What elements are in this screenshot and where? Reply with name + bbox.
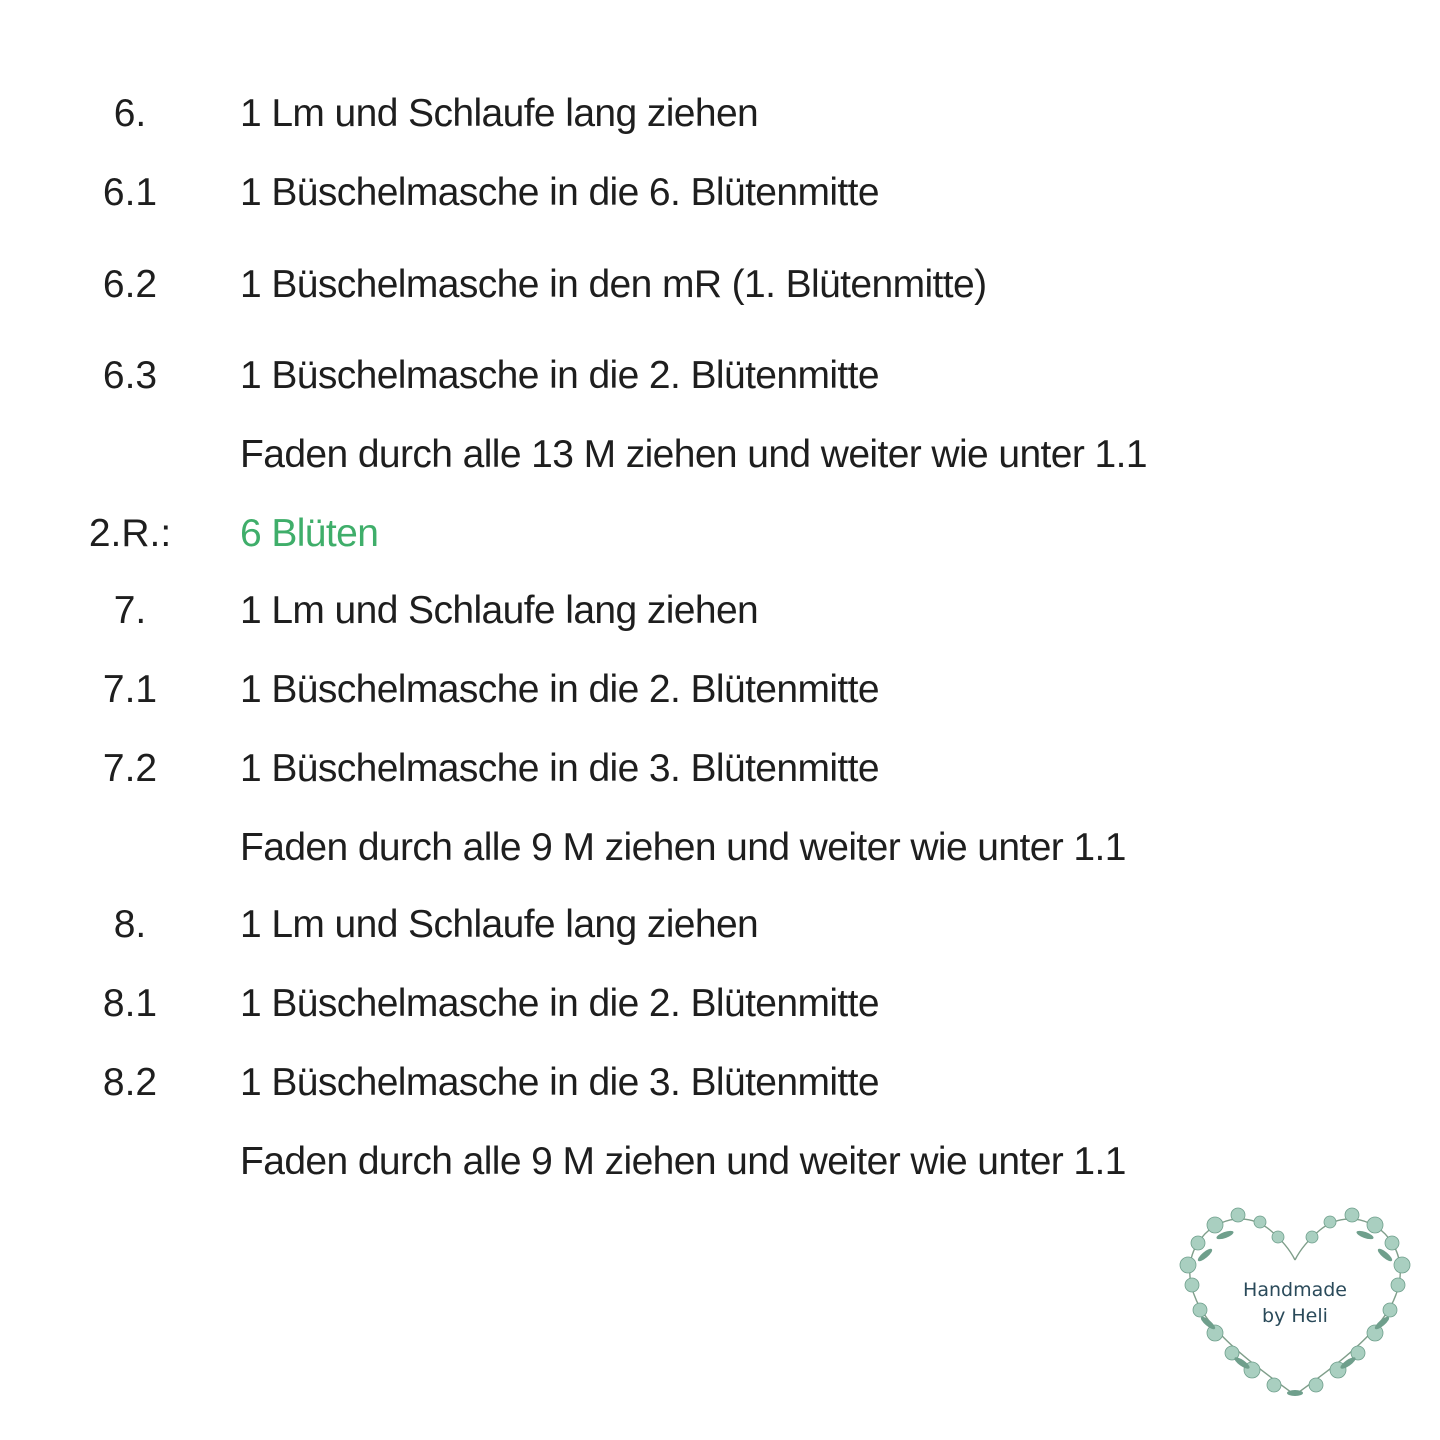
step-text: 1 Büschelmasche in die 2. Blütenmitte <box>240 354 879 397</box>
step-row <box>0 739 1440 799</box>
step-text: 1 Büschelmasche in die 2. Blütenmitte <box>240 982 879 1025</box>
step-number: 8.2 <box>102 1061 158 1104</box>
step-row <box>0 895 1440 955</box>
step-row <box>0 818 1440 878</box>
step-number: 6.1 <box>102 171 158 214</box>
step-number: 8.1 <box>102 982 158 1025</box>
step-row <box>0 346 1440 406</box>
step-row <box>0 255 1440 315</box>
step-text: 1 Büschelmasche in die 3. Blütenmitte <box>240 747 879 790</box>
step-number: 7.1 <box>102 668 158 711</box>
step-number: 6. <box>113 92 147 135</box>
step-text: Faden durch alle 13 M ziehen und weiter wie unter 1.1 <box>240 433 1147 476</box>
round-heading-row <box>0 504 1440 564</box>
step-number: 7.2 <box>102 747 158 790</box>
step-row <box>0 974 1440 1034</box>
round-heading: 6 Blüten <box>240 512 379 555</box>
logo-line-2: by Heli <box>1262 1305 1328 1327</box>
step-row <box>0 163 1440 223</box>
round-label: 2.R.: <box>88 512 172 555</box>
step-text: 1 Büschelmasche in den mR (1. Blütenmitte) <box>240 263 987 306</box>
step-text: 1 Büschelmasche in die 2. Blütenmitte <box>240 668 879 711</box>
step-number: 6.2 <box>102 263 158 306</box>
step-text: 1 Lm und Schlaufe lang ziehen <box>240 589 759 632</box>
step-text: 1 Lm und Schlaufe lang ziehen <box>240 903 759 946</box>
step-text: Faden durch alle 9 M ziehen und weiter wie unter 1.1 <box>240 1140 1126 1183</box>
step-number: 7. <box>113 589 147 632</box>
step-text: 1 Lm und Schlaufe lang ziehen <box>240 92 759 135</box>
step-row <box>0 581 1440 641</box>
step-row <box>0 84 1440 144</box>
step-text: 1 Büschelmasche in die 6. Blütenmitte <box>240 171 879 214</box>
step-text: 1 Büschelmasche in die 3. Blütenmitte <box>240 1061 879 1104</box>
handmade-by-heli-logo <box>1170 1195 1420 1405</box>
step-text: Faden durch alle 9 M ziehen und weiter wie unter 1.1 <box>240 826 1126 869</box>
step-row <box>0 1132 1440 1192</box>
step-row <box>0 660 1440 720</box>
step-number: 8. <box>113 903 147 946</box>
step-number: 6.3 <box>102 354 158 397</box>
step-row <box>0 425 1440 485</box>
logo-line-1: Handmade <box>1243 1279 1347 1301</box>
step-row <box>0 1053 1440 1113</box>
